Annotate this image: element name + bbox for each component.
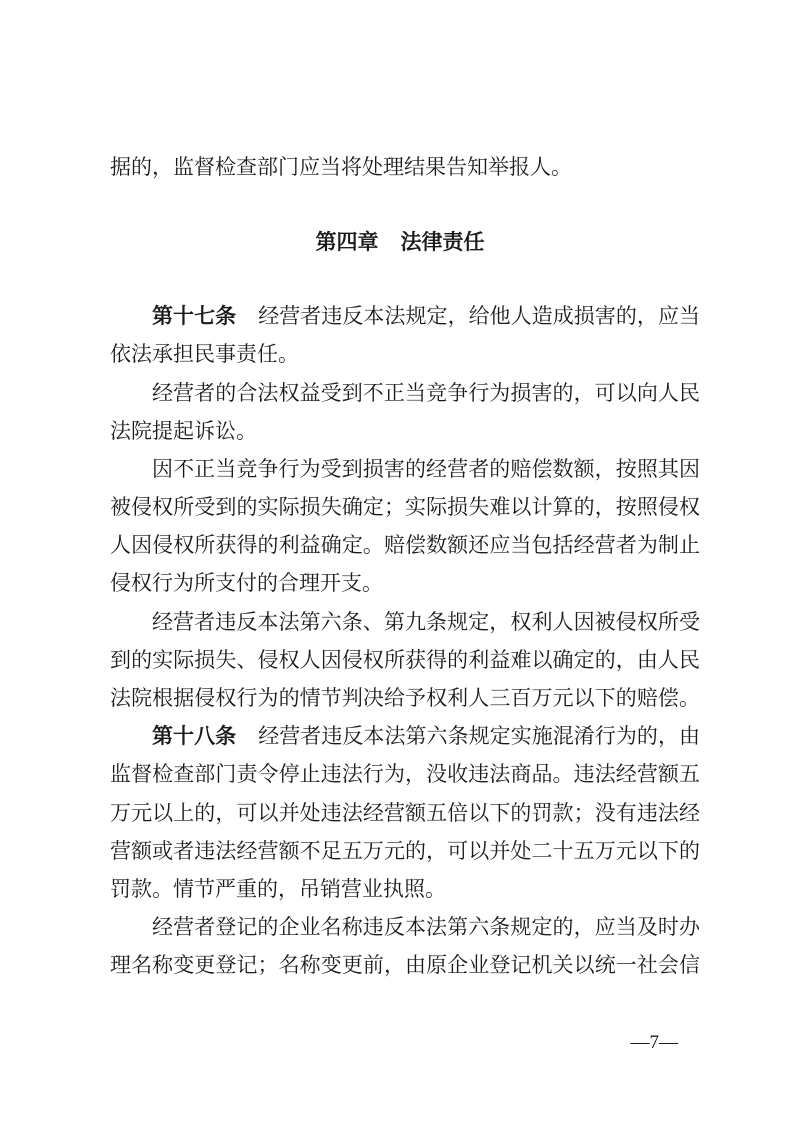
text-line: 经营者的合法权益受到不正当竞争行为损害的，可以向人民 — [152, 381, 700, 405]
text-line: 法院根据侵权行为的情节判决给予权利人三百万元以下的赔偿。 — [110, 686, 700, 710]
text-line: 营额或者违法经营额不足五万元的，可以并处二十五万元以下的 — [110, 839, 700, 863]
text-line: 到的实际损失、侵权人因侵权所获得的利益难以确定的，由人民 — [110, 648, 700, 672]
text-line: 据的，监督检查部门应当将处理结果告知举报人。 — [110, 155, 572, 179]
text-line: 法院提起诉讼。 — [110, 419, 257, 443]
text-line: 监督检查部门责令停止违法行为，没收违法商品。违法经营额五 — [110, 762, 700, 786]
article-label: 第十八条 — [152, 724, 237, 748]
chapter-heading — [0, 229, 800, 255]
article-text: 经营者违反本法规定，给他人造成损害的，应当 — [258, 304, 701, 328]
text-line: 依法承担民事责任。 — [110, 342, 299, 366]
article-text: 经营者违反本法第六条规定实施混淆行为的，由 — [258, 724, 701, 748]
text-line: 因不正当竞争行为受到损害的经营者的赔偿数额，按照其因 — [152, 457, 700, 481]
text-line: 理名称变更登记；名称变更前，由原企业登记机关以统一社会信 — [110, 953, 700, 977]
page-number: —7— — [630, 1032, 678, 1053]
article-18-first-line — [152, 723, 700, 749]
article-17-first-line — [152, 303, 700, 329]
chapter-number: 第四章 — [315, 230, 379, 254]
text-line: 人因侵权所获得的利益确定。赔偿数额还应当包括经营者为制止 — [110, 533, 700, 557]
text-line: 被侵权所受到的实际损失确定；实际损失难以计算的，按照侵权 — [110, 495, 700, 519]
text-line: 经营者违反本法第六条、第九条规定，权利人因被侵权所受 — [152, 610, 700, 634]
article-label: 第十七条 — [152, 304, 237, 328]
text-line: 罚款。情节严重的，吊销营业执照。 — [110, 877, 446, 901]
text-line: 经营者登记的企业名称违反本法第六条规定的，应当及时办 — [152, 915, 700, 939]
text-line: 侵权行为所支付的合理开支。 — [110, 571, 383, 595]
text-line: 万元以上的，可以并处违法经营额五倍以下的罚款；没有违法经 — [110, 801, 700, 825]
chapter-title: 法律责任 — [400, 230, 485, 254]
